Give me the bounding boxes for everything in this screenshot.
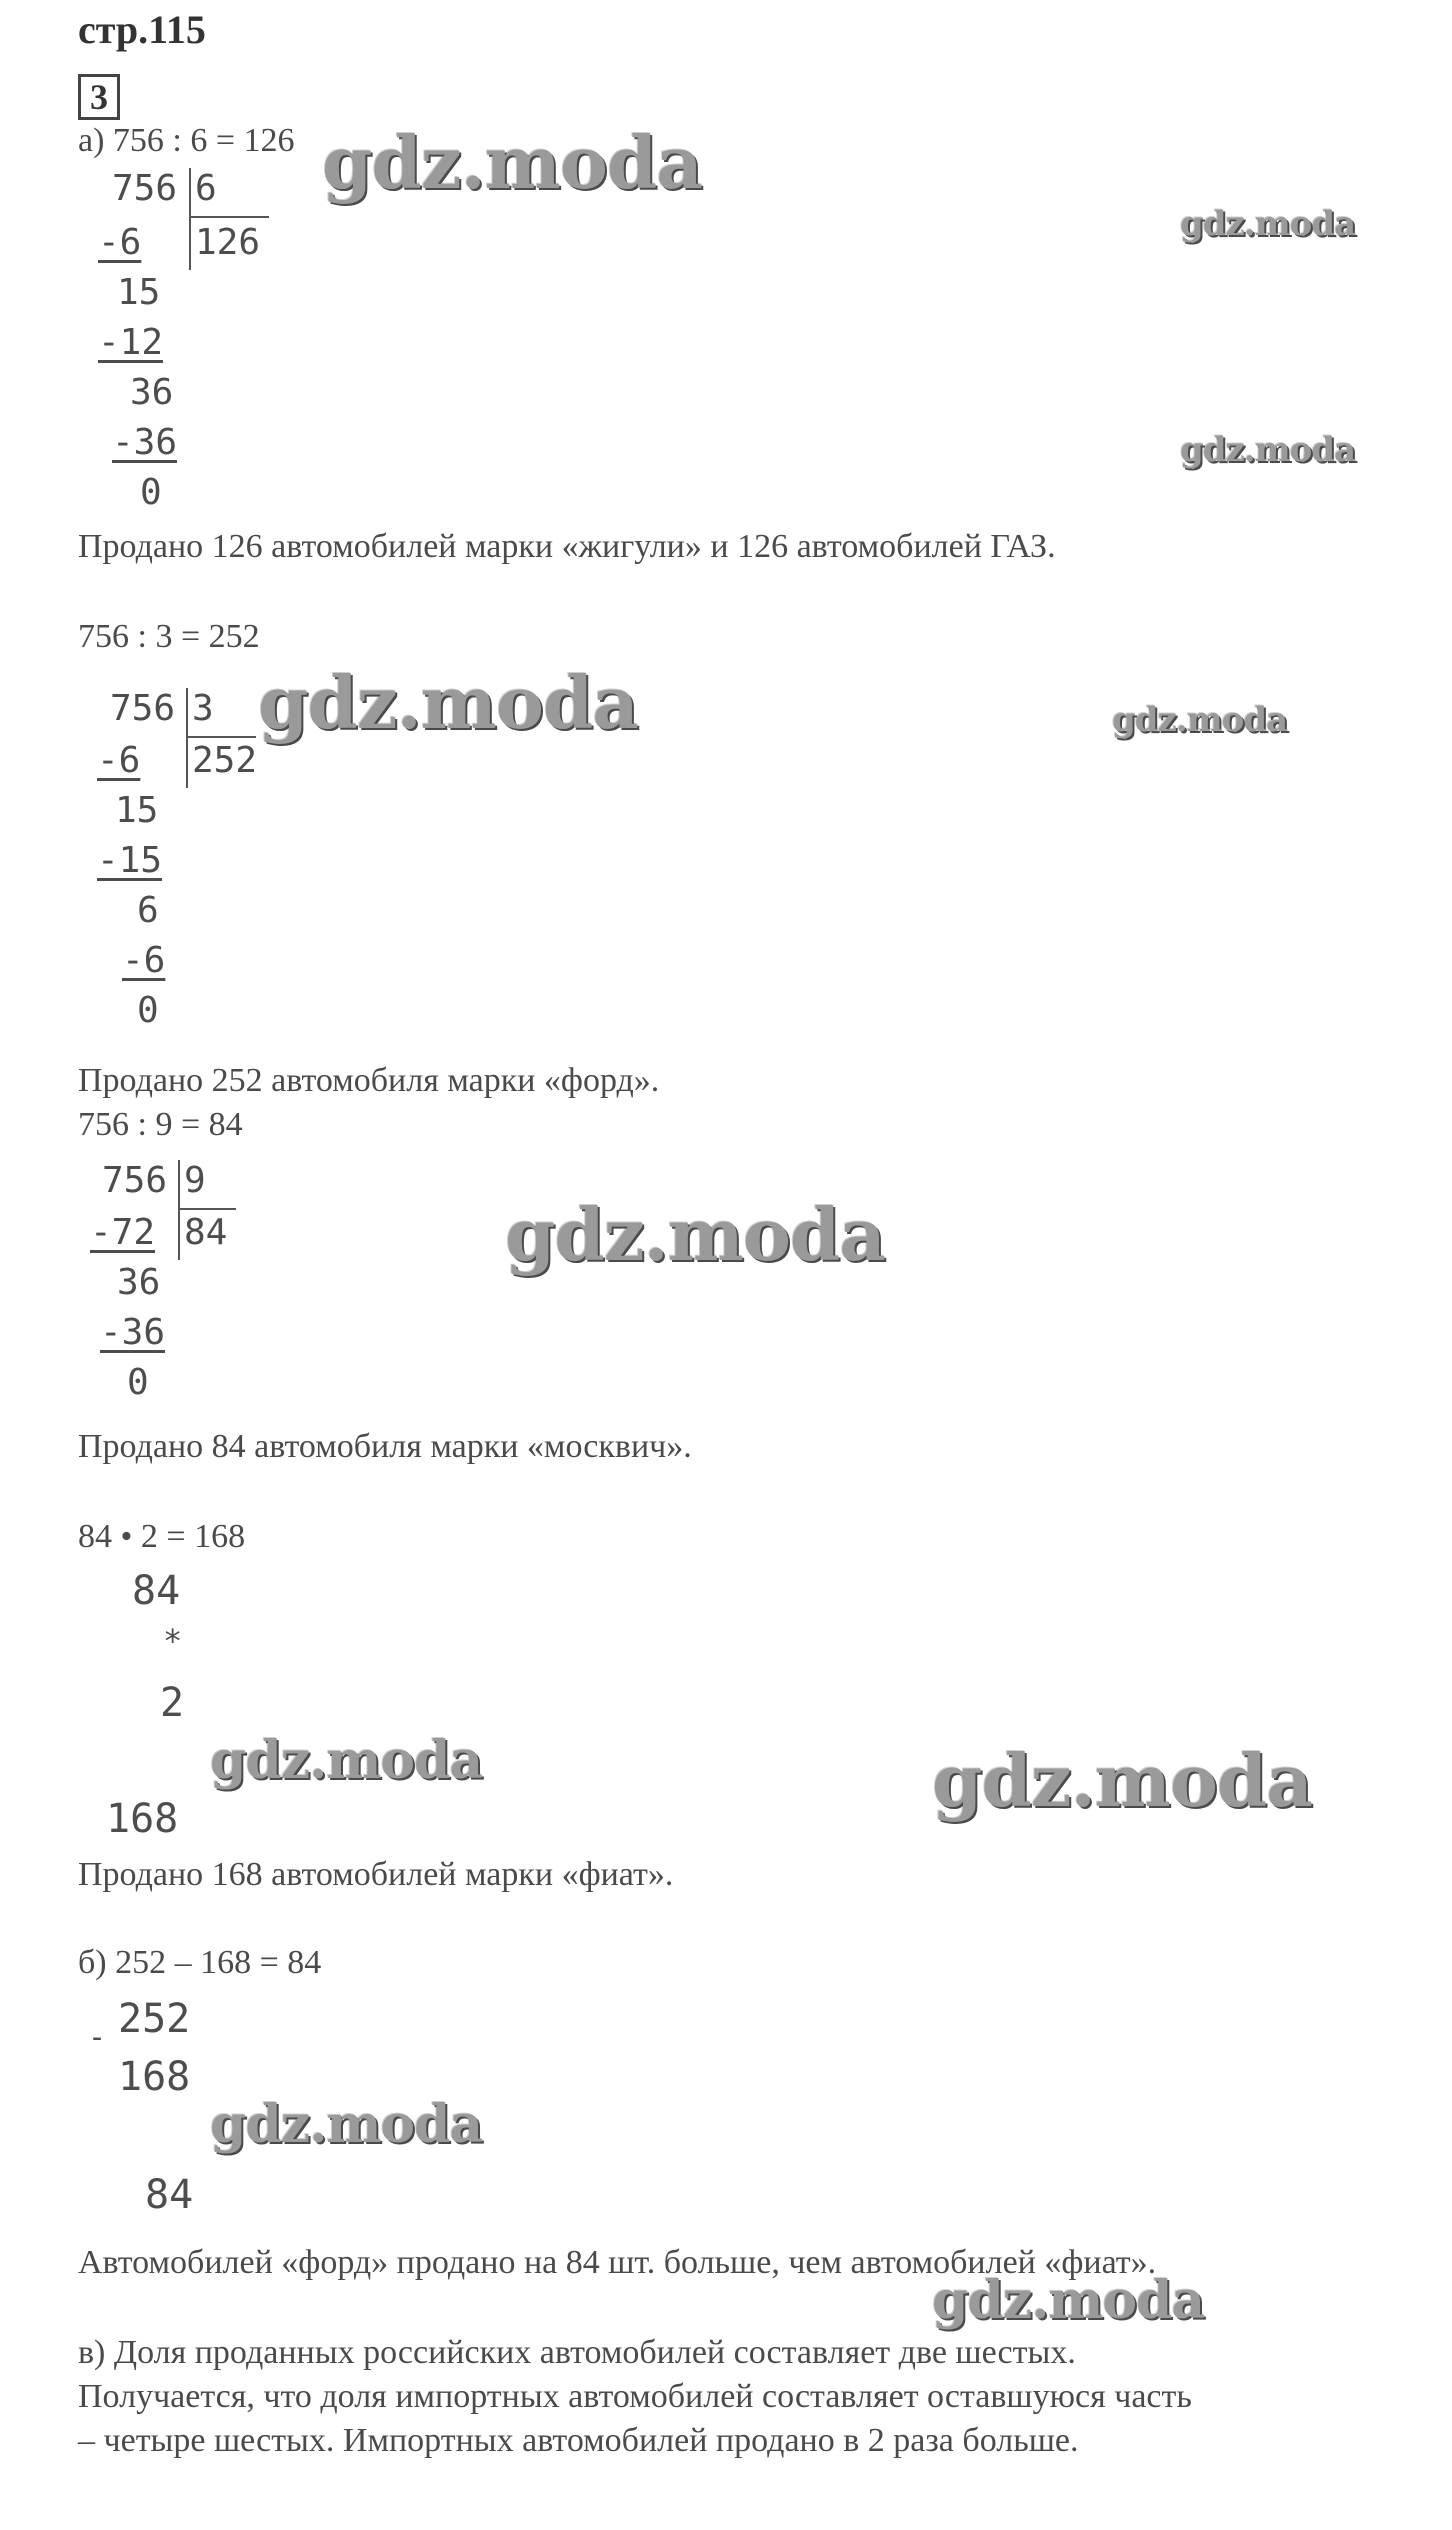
division-step: 0 <box>127 1362 149 1403</box>
watermark: gdz.moda <box>210 1730 483 1791</box>
divisor: 6 <box>195 168 217 209</box>
divisor-underline <box>186 736 256 738</box>
divisor-underline <box>178 1208 236 1210</box>
divisor: 9 <box>184 1160 206 1201</box>
division-step: -15 <box>97 840 163 881</box>
sentence-a1: Продано 126 автомобилей марки «жигули» и 126 автомобилей ГАЗ. <box>78 528 1056 565</box>
division-step: 36 <box>130 372 174 413</box>
minus-sign: - <box>88 2020 107 2055</box>
division-bar <box>178 1160 180 1260</box>
paragraph-line: Получается, что доля импортных автомобилей составляет оставшуюся часть <box>78 2378 1192 2415</box>
division-bar <box>186 688 188 788</box>
division-bar <box>189 168 191 270</box>
division-step: -6 <box>97 740 141 781</box>
division-step: 15 <box>117 272 161 313</box>
division-step: -6 <box>122 940 166 981</box>
sentence-a3: Продано 84 автомобиля марки «москвич». <box>78 1428 692 1465</box>
dividend: 756 <box>110 688 176 729</box>
equation-a1: а) 756 : 6 = 126 <box>78 122 295 159</box>
equation-a4: 84 • 2 = 168 <box>78 1518 246 1555</box>
equation-a2: 756 : 3 = 252 <box>78 618 260 655</box>
multiplicand: 84 <box>132 1568 181 1614</box>
sentence-a4: Продано 168 автомобилей марки «фиат». <box>78 1856 674 1893</box>
division-step: 6 <box>137 890 159 931</box>
divisor-underline <box>189 216 269 218</box>
watermark: gdz.moda <box>258 660 638 745</box>
dividend: 756 <box>102 1160 168 1201</box>
watermark: gdz.moda <box>1180 430 1356 470</box>
equation-b: б) 252 – 168 = 84 <box>78 1944 322 1981</box>
multiply-sign: * <box>163 1622 183 1660</box>
watermark: gdz.moda <box>932 1738 1312 1823</box>
watermark: gdz.moda <box>322 120 702 205</box>
quotient: 126 <box>195 222 261 263</box>
page-title: стр.115 <box>78 7 206 52</box>
sentence-b: Автомобилей «форд» продано на 84 шт. больше, чем автомобилей «фиат». <box>78 2244 1157 2281</box>
division-step: -72 <box>90 1212 156 1253</box>
division-step: -6 <box>98 222 142 263</box>
product: 168 <box>106 1796 179 1842</box>
quotient: 252 <box>192 740 258 781</box>
division-step: -36 <box>100 1312 166 1353</box>
equation-a3: 756 : 9 = 84 <box>78 1106 243 1143</box>
watermark: gdz.moda <box>1180 204 1356 244</box>
division-step: 0 <box>140 472 162 513</box>
difference: 84 <box>145 2172 194 2218</box>
paragraph-line: – четыре шестых. Импортных автомобилей продано в 2 раза больше. <box>78 2422 1079 2459</box>
division-step: 0 <box>137 990 159 1031</box>
division-step: 36 <box>117 1262 161 1303</box>
paragraph-line: в) Доля проданных российских автомобилей составляет две шестых. <box>78 2334 1076 2371</box>
dividend: 756 <box>112 168 178 209</box>
division-step: -12 <box>98 322 164 363</box>
watermark: gdz.moda <box>505 1192 885 1277</box>
task-number: 3 <box>78 74 120 120</box>
watermark: gdz.moda <box>932 2270 1205 2331</box>
division-step: -36 <box>112 422 178 463</box>
divisor: 3 <box>192 688 214 729</box>
minuend: 252 <box>118 1996 191 2042</box>
subtrahend: 168 <box>118 2054 191 2100</box>
watermark: gdz.moda <box>210 2094 483 2155</box>
watermark: gdz.moda <box>1112 700 1288 740</box>
multiplier: 2 <box>160 1680 185 1726</box>
sentence-a2: Продано 252 автомобиля марки «форд». <box>78 1062 660 1099</box>
quotient: 84 <box>184 1212 228 1253</box>
division-step: 15 <box>115 790 159 831</box>
